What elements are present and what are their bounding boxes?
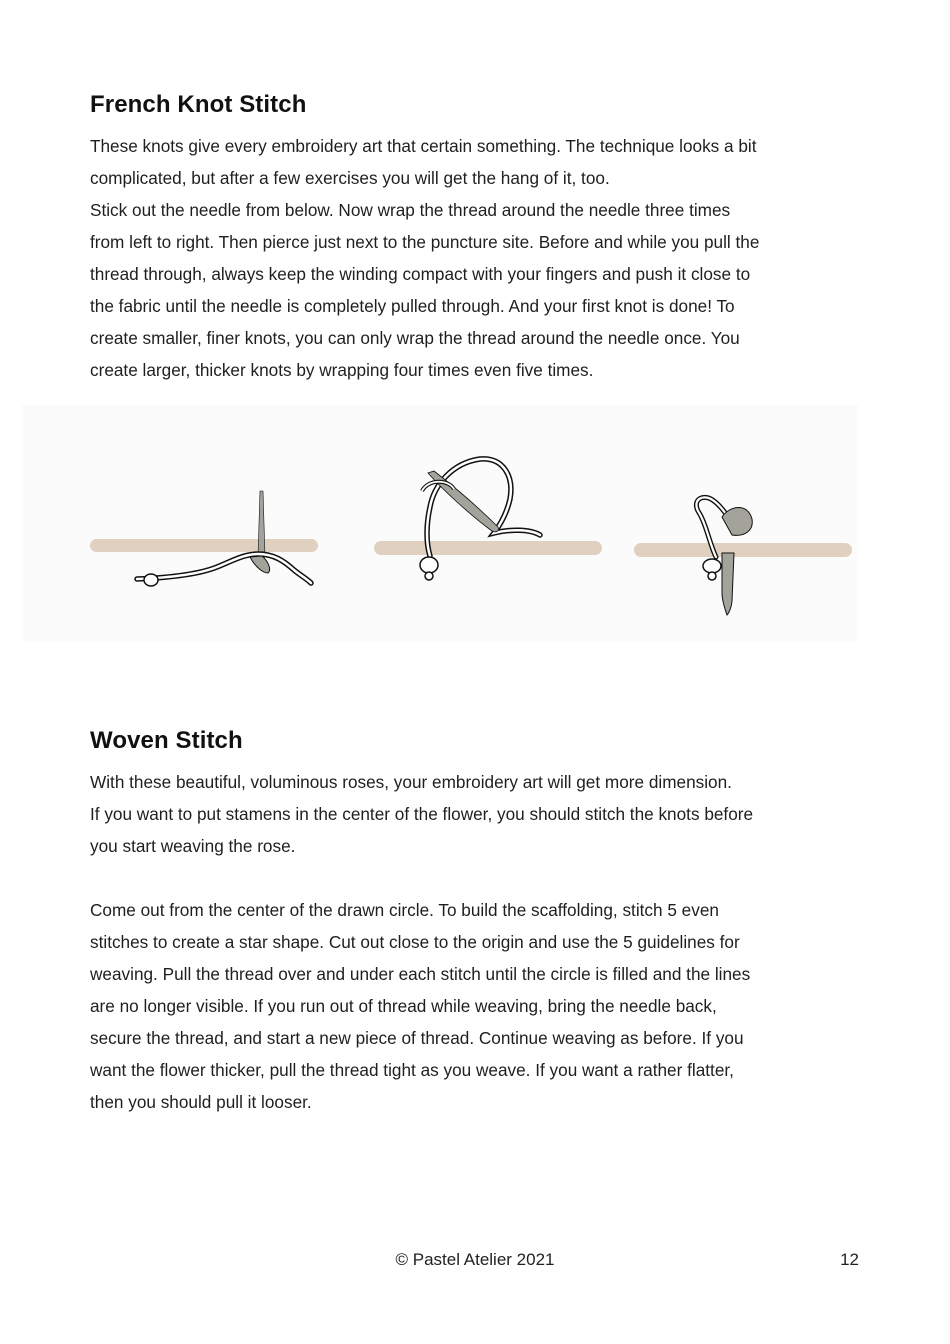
text-line: If you want to put stamens in the center of the flower, you should stitch the knots before — [90, 804, 754, 824]
page-number: 12 — [840, 1250, 859, 1269]
woven-stitch-instructions — [90, 894, 865, 1118]
french-knot-steps-drawing — [22, 405, 858, 641]
needle-shape — [258, 491, 265, 557]
step-3-drawing — [634, 497, 852, 615]
footer-copyright: © Pastel Atelier 2021 — [395, 1250, 555, 1269]
knot-bead-stem — [708, 572, 716, 580]
knot-bead — [420, 557, 438, 573]
knot-bead-stem — [425, 572, 433, 580]
text-line: thread through, always keep the winding compact with your fingers and push it close to — [90, 264, 751, 284]
thread-end-bead — [144, 574, 158, 586]
fabric-strip — [90, 539, 318, 552]
woven-stitch-title: Woven Stitch — [90, 727, 243, 754]
text-line: create larger, thicker knots by wrapping four times even five times. — [90, 360, 594, 380]
text-line: These knots give every embroidery art that certain something. The technique looks a bit — [90, 136, 757, 156]
text-line: weaving. Pull the thread over and under each stitch until the circle is filled and the lines — [90, 964, 751, 984]
text-line: With these beautiful, voluminous roses, your embroidery art will get more dimension. — [90, 772, 732, 792]
text-line: create smaller, finer knots, you can only wrap the thread around the needle once. You — [90, 328, 740, 348]
text-line: Come out from the center of the drawn circle. To build the scaffolding, stitch 5 even — [90, 900, 719, 920]
knot-bead — [703, 559, 721, 573]
step-1-drawing — [90, 491, 318, 586]
knot-wrap — [722, 508, 752, 536]
french-knot-description — [90, 130, 865, 386]
text-line: Stick out the needle from below. Now wrap the thread around the needle three times — [90, 200, 731, 220]
text-line: from left to right. Then pierce just next to the puncture site. Before and while you pull the — [90, 232, 760, 252]
text-line: you start weaving the rose. — [90, 836, 296, 856]
french-knot-title: French Knot Stitch — [90, 91, 307, 118]
fabric-strip — [374, 541, 602, 555]
text-line: stitches to create a star shape. Cut out close to the origin and use the 5 guidelines for — [90, 932, 740, 952]
text-line: are no longer visible. If you run out of thread while weaving, bring the needle back, — [90, 996, 717, 1016]
text-line: then you should pull it looser. — [90, 1092, 312, 1112]
text-line: secure the thread, and start a new piece of thread. Continue weaving as before. If you — [90, 1028, 744, 1048]
text-line: the fabric until the needle is completely pulled through. And your first knot is done! To — [90, 296, 735, 316]
thread — [137, 554, 311, 583]
text-line: want the flower thicker, pull the thread tight as you weave. If you want a rather flatter, — [90, 1060, 734, 1080]
fabric-strip — [634, 543, 852, 557]
step-2-drawing — [374, 459, 602, 580]
text-line: complicated, but after a few exercises you will get the hang of it, too. — [90, 168, 610, 188]
needle-shape — [722, 553, 734, 615]
french-knot-illustration — [22, 405, 858, 641]
knot-wrap — [250, 556, 270, 573]
woven-stitch-intro — [90, 766, 865, 862]
